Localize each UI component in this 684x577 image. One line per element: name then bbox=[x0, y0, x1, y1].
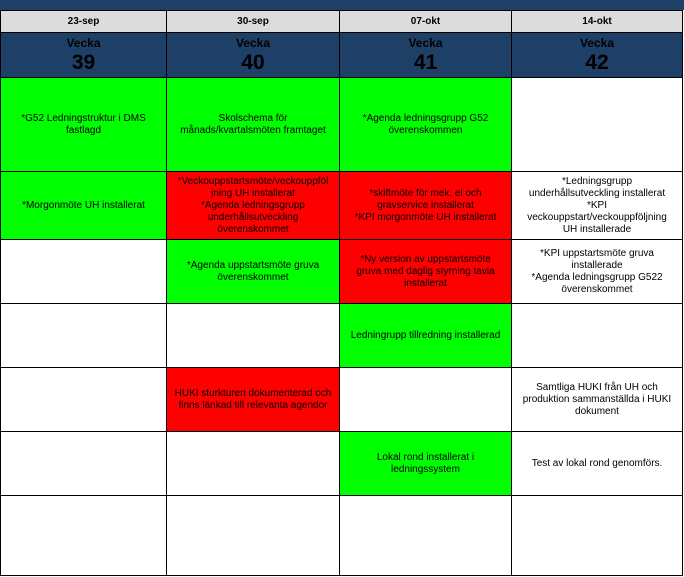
week-header bbox=[167, 33, 340, 78]
task-text: Skolschema för månads/kvartalsmöten framtaget bbox=[180, 112, 326, 136]
task-text: Samtliga HUKI från UH och produktion sammanställda i HUKI dokument bbox=[522, 381, 672, 417]
task-text: *Morgonmöte UH installerat bbox=[22, 199, 145, 211]
task-text: *G52 Ledningstruktur i DMS fastlagd bbox=[21, 112, 146, 136]
task-text: Ledningrupp tillredning installerad bbox=[350, 329, 501, 341]
task-cell bbox=[512, 304, 683, 368]
task-cell bbox=[512, 78, 683, 172]
task-cell bbox=[167, 368, 340, 432]
task-text: *Veckouppstartsmöte/veckouppföl jning UH installerat *Agenda ledningsgrupp underhållsutveckling överenskommet bbox=[177, 175, 329, 235]
task-cell bbox=[1, 432, 167, 496]
task-text: *Ledningsgrupp underhållsutveckling installerat *KPI veckouppstart/veckouppföljning UH installerade bbox=[527, 175, 667, 235]
week-row bbox=[1, 33, 683, 78]
task-row bbox=[1, 496, 683, 576]
task-cell bbox=[167, 304, 340, 368]
task-row bbox=[1, 78, 683, 172]
task-row bbox=[1, 368, 683, 432]
task-cell bbox=[340, 78, 512, 172]
week-header bbox=[340, 33, 512, 78]
task-text: Lokal rond installerat i ledningssystem bbox=[376, 451, 475, 475]
task-row bbox=[1, 304, 683, 368]
task-cell bbox=[1, 496, 167, 576]
task-text: *Agenda ledningsgrupp G52 överenskommen bbox=[362, 112, 489, 136]
week-label: Vecka bbox=[66, 35, 101, 50]
task-cell bbox=[1, 240, 167, 304]
task-cell bbox=[340, 432, 512, 496]
week-label: Vecka bbox=[235, 35, 271, 50]
task-text: Test av lokal rond genomförs. bbox=[531, 457, 663, 469]
week-number: 39 bbox=[71, 50, 96, 74]
task-cell bbox=[340, 172, 512, 240]
task-text: *skiftmöte för mek, el och gravservice installerat *KPI morgonmöte UH installerat bbox=[354, 187, 497, 223]
task-cell bbox=[1, 368, 167, 432]
task-text: HUKI sturkturen dokumenterad och finns länkad till relevanta agendor bbox=[174, 387, 332, 411]
week-label: Vecka bbox=[579, 35, 615, 50]
schedule-grid bbox=[0, 10, 683, 576]
task-cell bbox=[512, 432, 683, 496]
date-row bbox=[1, 11, 683, 33]
task-cell bbox=[1, 172, 167, 240]
task-text: *KPI uppstartsmöte gruva installerade *Agenda ledningsgrupp G522 överenskommet bbox=[531, 247, 663, 295]
task-cell bbox=[167, 496, 340, 576]
task-cell bbox=[512, 368, 683, 432]
task-cell bbox=[1, 304, 167, 368]
task-cell bbox=[340, 496, 512, 576]
week-header bbox=[1, 33, 167, 78]
task-cell bbox=[340, 304, 512, 368]
week-number: 42 bbox=[585, 50, 609, 74]
week-header bbox=[512, 33, 683, 78]
date-cell: 07-okt bbox=[340, 11, 512, 33]
task-cell bbox=[1, 78, 167, 172]
week-label: Vecka bbox=[408, 35, 443, 50]
task-text: *Agenda uppstartsmöte gruva överenskommet bbox=[186, 259, 320, 283]
task-cell bbox=[340, 240, 512, 304]
date-cell: 23-sep bbox=[1, 11, 167, 33]
date-cell: 14-okt bbox=[512, 11, 683, 33]
task-cell bbox=[167, 78, 340, 172]
task-cell bbox=[167, 172, 340, 240]
week-number: 40 bbox=[241, 50, 265, 74]
date-cell: 30-sep bbox=[167, 11, 340, 33]
top-header-band bbox=[0, 0, 684, 10]
task-row bbox=[1, 172, 683, 240]
task-cell bbox=[340, 368, 512, 432]
week-number: 41 bbox=[413, 50, 438, 74]
task-cell bbox=[167, 240, 340, 304]
task-cell bbox=[167, 432, 340, 496]
task-cell bbox=[512, 172, 683, 240]
task-text: *Ny version av uppstartsmöte gruva med daglig styrning tavla installerat bbox=[356, 253, 495, 289]
task-cell bbox=[512, 240, 683, 304]
task-row bbox=[1, 432, 683, 496]
task-cell bbox=[512, 496, 683, 576]
task-row bbox=[1, 240, 683, 304]
